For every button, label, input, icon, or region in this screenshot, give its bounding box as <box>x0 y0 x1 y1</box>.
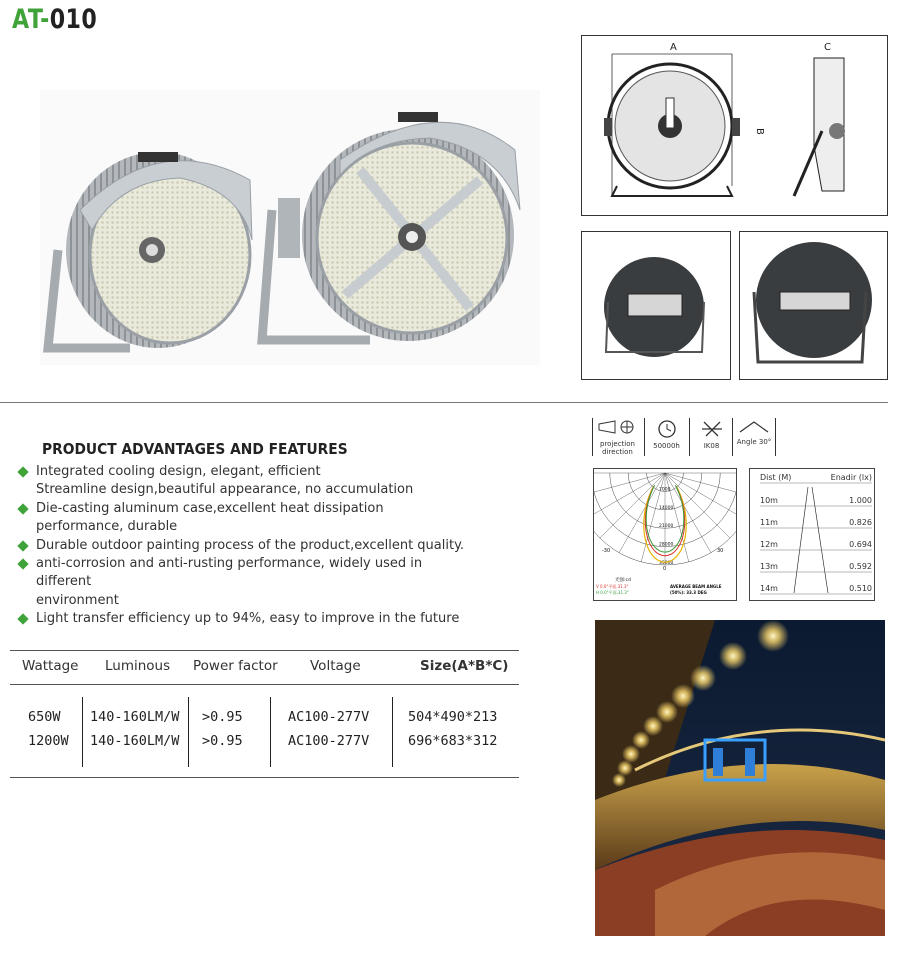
table-row: 13m 0.592 <box>760 562 872 571</box>
table-row: AC100-277V AC100-277V <box>288 709 370 749</box>
header-voltage: Voltage <box>310 658 361 674</box>
model-prefix: AT <box>12 4 41 35</box>
table-row: 11m 0.826 <box>760 518 872 527</box>
header-luminous: Luminous <box>105 658 171 674</box>
table-row: 650W 1200W <box>28 709 69 749</box>
model-title <box>12 4 97 35</box>
table-row: 12m 0.694 <box>760 540 872 549</box>
impact-icon: IK08 <box>689 418 733 456</box>
polar-spoke <box>594 473 665 497</box>
spec-icons <box>592 418 776 456</box>
polar-chart <box>594 469 736 600</box>
polar-beam-value: (50%): 33.3 DEG <box>670 590 707 595</box>
bullet-diamond-icon <box>17 540 28 551</box>
polar-angle-left: -30 <box>602 548 611 555</box>
floodlights-illustration <box>40 90 540 365</box>
section-title: PRODUCT ADVANTAGES AND FEATURES <box>42 440 348 458</box>
label-c: C <box>824 42 831 53</box>
feature-list <box>18 463 478 629</box>
polar-tick-label: 7000 <box>659 487 671 493</box>
polar-tick-label: 35000 <box>659 561 674 566</box>
polar-unit: 光强:cd <box>615 578 631 583</box>
polar-spoke <box>665 473 711 553</box>
dist-col2: Enadir (lx) <box>830 473 872 482</box>
polar-zero: 0 <box>663 566 667 572</box>
polar-legend-h: H 0.0°平面,31.3° <box>596 590 629 595</box>
back-view-large <box>739 231 888 380</box>
dist-col1: Dist (M) <box>760 473 792 482</box>
table-row: 10m 1.000 <box>760 496 872 505</box>
back-view-small <box>581 231 731 380</box>
label-a: A <box>670 42 677 53</box>
polar-beam-title: AVERAGE BEAM ANGLE <box>670 584 722 589</box>
polar-legend-v: V 0.0°平面,31.3° <box>596 584 629 589</box>
table-row: 504*490*213 696*683*312 <box>408 709 498 749</box>
polar-spoke <box>600 473 665 538</box>
header-power-factor: Power factor <box>193 658 278 674</box>
polar-spoke <box>665 473 736 497</box>
list-item: Integrated cooling design, elegant, efficient Streamline design,beautiful appearance, no accumulation <box>18 463 478 500</box>
polar-spoke <box>619 473 665 553</box>
angle-icon: Angle 30° <box>732 418 776 456</box>
model-dash: - <box>40 4 50 35</box>
polar-tick-label: 14000 <box>659 505 674 511</box>
header-size: Size(A*B*C) <box>420 658 509 674</box>
list-item: anti-corrosion and anti-rusting performance, widely used in different environment <box>18 555 478 610</box>
bullet-diamond-icon <box>17 614 28 625</box>
polar-angle-right: 30 <box>717 548 724 555</box>
list-item: Die-casting aluminum case,excellent heat dissipation performance, durable <box>18 500 478 537</box>
list-item: Light transfer efficiency up to 94%, easy to improve in the future <box>18 610 478 628</box>
bullet-diamond-icon <box>17 558 28 569</box>
table-row: 140-160LM/W 140-160LM/W <box>90 709 180 749</box>
table-row: >0.95 >0.95 <box>202 709 243 749</box>
header-wattage: Wattage <box>22 658 79 674</box>
distance-table <box>749 468 875 601</box>
section-divider <box>0 402 888 403</box>
clock-icon: 50000h <box>644 418 688 456</box>
model-number: 010 <box>49 4 98 35</box>
polar-spoke <box>665 473 730 538</box>
list-item: Durable outdoor painting process of the product,excellent quality. <box>18 537 478 555</box>
label-b: B <box>754 128 765 135</box>
product-photo <box>40 90 540 365</box>
stadium-photo <box>595 620 885 936</box>
projection-icon: projection direction <box>592 418 642 456</box>
polar-diagram <box>593 468 737 601</box>
dimension-drawing <box>581 35 888 216</box>
bullet-diamond-icon <box>17 503 28 514</box>
table-row: 14m 0.510 <box>760 584 872 593</box>
polar-tick-label: 21000 <box>659 524 674 530</box>
bullet-diamond-icon <box>17 466 28 477</box>
polar-tick-label: 28000 <box>659 542 674 548</box>
